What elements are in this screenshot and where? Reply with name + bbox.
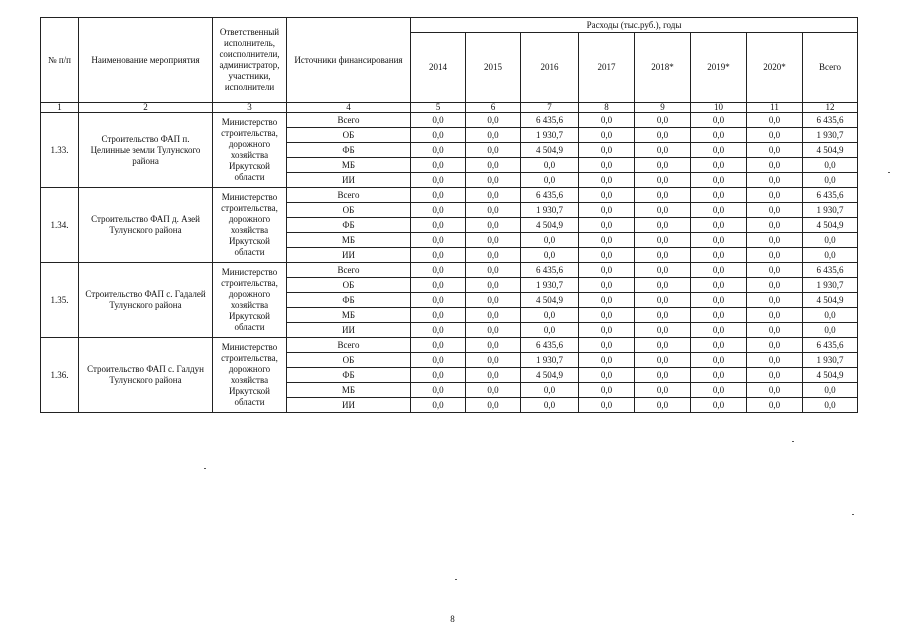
item-number: 1.33. bbox=[41, 113, 79, 188]
column-number: 8 bbox=[579, 103, 635, 113]
year-value: 0,0 bbox=[411, 338, 466, 353]
total-value: 0,0 bbox=[803, 323, 858, 338]
item-number: 1.35. bbox=[41, 263, 79, 338]
year-value: 4 504,9 bbox=[521, 293, 579, 308]
year-value: 4 504,9 bbox=[521, 143, 579, 158]
total-value: 1 930,7 bbox=[803, 353, 858, 368]
year-value: 0,0 bbox=[579, 323, 635, 338]
year-value: 0,0 bbox=[411, 188, 466, 203]
funding-source: ОБ bbox=[287, 278, 411, 293]
funding-source: МБ bbox=[287, 308, 411, 323]
item-name: Строительство ФАП с. Гадалей Тулунского района bbox=[79, 263, 213, 338]
year-value: 0,0 bbox=[635, 218, 691, 233]
year-value: 0,0 bbox=[466, 398, 521, 413]
year-value: 0,0 bbox=[411, 143, 466, 158]
column-number: 5 bbox=[411, 103, 466, 113]
year-value: 0,0 bbox=[579, 248, 635, 263]
item-responsible: Министерство строительства, дорожного хозяйства Иркутской области bbox=[213, 113, 287, 188]
year-value: 6 435,6 bbox=[521, 188, 579, 203]
column-number: 2 bbox=[79, 103, 213, 113]
year-value: 0,0 bbox=[411, 263, 466, 278]
year-value: 0,0 bbox=[691, 203, 747, 218]
year-value: 0,0 bbox=[691, 368, 747, 383]
year-value: 0,0 bbox=[411, 368, 466, 383]
year-value: 0,0 bbox=[466, 368, 521, 383]
year-value: 0,0 bbox=[747, 203, 803, 218]
year-value: 0,0 bbox=[747, 308, 803, 323]
item-number: 1.34. bbox=[41, 188, 79, 263]
year-value: 1 930,7 bbox=[521, 128, 579, 143]
year-value: 0,0 bbox=[635, 233, 691, 248]
total-value: 1 930,7 bbox=[803, 203, 858, 218]
column-number: 11 bbox=[747, 103, 803, 113]
year-value: 0,0 bbox=[579, 293, 635, 308]
funding-source: Всего bbox=[287, 188, 411, 203]
header-year: 2018* bbox=[635, 33, 691, 103]
column-number: 1 bbox=[41, 103, 79, 113]
table-row bbox=[41, 263, 858, 278]
header-year: Всего bbox=[803, 33, 858, 103]
column-number: 10 bbox=[691, 103, 747, 113]
year-value: 0,0 bbox=[635, 398, 691, 413]
year-value: 0,0 bbox=[747, 293, 803, 308]
year-value: 0,0 bbox=[691, 383, 747, 398]
year-value: 0,0 bbox=[579, 233, 635, 248]
total-value: 0,0 bbox=[803, 233, 858, 248]
year-value: 0,0 bbox=[521, 398, 579, 413]
year-value: 0,0 bbox=[635, 173, 691, 188]
year-value: 0,0 bbox=[579, 368, 635, 383]
year-value: 0,0 bbox=[635, 263, 691, 278]
year-value: 0,0 bbox=[579, 218, 635, 233]
year-value: 0,0 bbox=[747, 113, 803, 128]
header-sources: Источники финансирования bbox=[287, 18, 411, 103]
page-number: 8 bbox=[450, 614, 455, 624]
year-value: 0,0 bbox=[521, 248, 579, 263]
year-value: 0,0 bbox=[579, 203, 635, 218]
funding-source: Всего bbox=[287, 263, 411, 278]
year-value: 1 930,7 bbox=[521, 353, 579, 368]
year-value: 0,0 bbox=[411, 173, 466, 188]
year-value: 0,0 bbox=[579, 143, 635, 158]
year-value: 0,0 bbox=[691, 398, 747, 413]
funding-source: ОБ bbox=[287, 203, 411, 218]
column-number: 4 bbox=[287, 103, 411, 113]
year-value: 0,0 bbox=[579, 383, 635, 398]
year-value: 0,0 bbox=[411, 323, 466, 338]
year-value: 0,0 bbox=[747, 263, 803, 278]
year-value: 0,0 bbox=[466, 323, 521, 338]
header-year: 2017 bbox=[579, 33, 635, 103]
year-value: 0,0 bbox=[691, 218, 747, 233]
year-value: 0,0 bbox=[635, 188, 691, 203]
total-value: 6 435,6 bbox=[803, 338, 858, 353]
table-row bbox=[41, 113, 858, 128]
year-value: 0,0 bbox=[466, 308, 521, 323]
header-responsible: Ответственный исполнитель, соисполнители, администратор, участники, исполнители bbox=[213, 18, 287, 103]
year-value: 0,0 bbox=[466, 113, 521, 128]
year-value: 0,0 bbox=[411, 308, 466, 323]
total-value: 0,0 bbox=[803, 173, 858, 188]
year-value: 0,0 bbox=[521, 233, 579, 248]
header-year: 2019* bbox=[691, 33, 747, 103]
year-value: 0,0 bbox=[747, 383, 803, 398]
column-number: 9 bbox=[635, 103, 691, 113]
funding-source: Всего bbox=[287, 113, 411, 128]
total-value: 6 435,6 bbox=[803, 188, 858, 203]
year-value: 0,0 bbox=[635, 248, 691, 263]
column-number: 12 bbox=[803, 103, 858, 113]
year-value: 0,0 bbox=[411, 203, 466, 218]
year-value: 6 435,6 bbox=[521, 338, 579, 353]
year-value: 0,0 bbox=[747, 188, 803, 203]
year-value: 0,0 bbox=[466, 293, 521, 308]
funding-source: Всего bbox=[287, 338, 411, 353]
year-value: 0,0 bbox=[747, 143, 803, 158]
year-value: 0,0 bbox=[691, 188, 747, 203]
total-value: 4 504,9 bbox=[803, 368, 858, 383]
funding-source: МБ bbox=[287, 233, 411, 248]
header-name: Наименование мероприятия bbox=[79, 18, 213, 103]
year-value: 0,0 bbox=[521, 383, 579, 398]
header-expenses: Расходы (тыс.руб.), годы bbox=[411, 18, 858, 33]
year-value: 0,0 bbox=[521, 158, 579, 173]
year-value: 0,0 bbox=[635, 143, 691, 158]
year-value: 0,0 bbox=[691, 308, 747, 323]
year-value: 0,0 bbox=[691, 158, 747, 173]
scan-speck bbox=[204, 468, 206, 469]
year-value: 0,0 bbox=[635, 323, 691, 338]
year-value: 0,0 bbox=[747, 278, 803, 293]
scan-speck bbox=[792, 441, 794, 442]
year-value: 0,0 bbox=[747, 173, 803, 188]
year-value: 0,0 bbox=[521, 323, 579, 338]
funding-source: ОБ bbox=[287, 128, 411, 143]
year-value: 0,0 bbox=[411, 398, 466, 413]
year-value: 0,0 bbox=[635, 308, 691, 323]
total-value: 6 435,6 bbox=[803, 263, 858, 278]
header-year: 2016 bbox=[521, 33, 579, 103]
year-value: 0,0 bbox=[635, 203, 691, 218]
year-value: 0,0 bbox=[579, 353, 635, 368]
year-value: 0,0 bbox=[466, 248, 521, 263]
header-year: 2015 bbox=[466, 33, 521, 103]
total-value: 4 504,9 bbox=[803, 218, 858, 233]
year-value: 0,0 bbox=[691, 143, 747, 158]
year-value: 0,0 bbox=[691, 128, 747, 143]
year-value: 0,0 bbox=[747, 158, 803, 173]
total-value: 4 504,9 bbox=[803, 143, 858, 158]
year-value: 0,0 bbox=[466, 158, 521, 173]
year-value: 0,0 bbox=[747, 248, 803, 263]
funding-source: ФБ bbox=[287, 143, 411, 158]
total-value: 0,0 bbox=[803, 383, 858, 398]
year-value: 0,0 bbox=[635, 293, 691, 308]
year-value: 0,0 bbox=[747, 338, 803, 353]
year-value: 0,0 bbox=[579, 188, 635, 203]
year-value: 0,0 bbox=[466, 383, 521, 398]
column-number: 7 bbox=[521, 103, 579, 113]
year-value: 0,0 bbox=[691, 338, 747, 353]
year-value: 0,0 bbox=[466, 278, 521, 293]
year-value: 0,0 bbox=[691, 113, 747, 128]
year-value: 0,0 bbox=[691, 293, 747, 308]
year-value: 0,0 bbox=[747, 218, 803, 233]
year-value: 0,0 bbox=[747, 128, 803, 143]
year-value: 0,0 bbox=[635, 368, 691, 383]
funding-source: ФБ bbox=[287, 218, 411, 233]
item-number: 1.36. bbox=[41, 338, 79, 413]
year-value: 0,0 bbox=[466, 173, 521, 188]
year-value: 4 504,9 bbox=[521, 368, 579, 383]
funding-source: ИИ bbox=[287, 248, 411, 263]
financing-table bbox=[40, 17, 858, 413]
year-value: 0,0 bbox=[579, 338, 635, 353]
total-value: 0,0 bbox=[803, 308, 858, 323]
column-number: 3 bbox=[213, 103, 287, 113]
year-value: 0,0 bbox=[411, 353, 466, 368]
year-value: 1 930,7 bbox=[521, 278, 579, 293]
total-value: 0,0 bbox=[803, 158, 858, 173]
year-value: 0,0 bbox=[747, 233, 803, 248]
funding-source: ОБ bbox=[287, 353, 411, 368]
item-responsible: Министерство строительства, дорожного хозяйства Иркутской области bbox=[213, 263, 287, 338]
year-value: 0,0 bbox=[635, 338, 691, 353]
year-value: 0,0 bbox=[635, 128, 691, 143]
item-name: Строительство ФАП п. Целинные земли Тулунского района bbox=[79, 113, 213, 188]
funding-source: ФБ bbox=[287, 368, 411, 383]
year-value: 0,0 bbox=[691, 233, 747, 248]
year-value: 0,0 bbox=[466, 338, 521, 353]
year-value: 0,0 bbox=[579, 308, 635, 323]
scan-speck bbox=[455, 579, 457, 580]
funding-source: ИИ bbox=[287, 173, 411, 188]
year-value: 4 504,9 bbox=[521, 218, 579, 233]
item-responsible: Министерство строительства, дорожного хозяйства Иркутской области bbox=[213, 188, 287, 263]
total-value: 1 930,7 bbox=[803, 128, 858, 143]
header-year: 2020* bbox=[747, 33, 803, 103]
table-row bbox=[41, 188, 858, 203]
year-value: 0,0 bbox=[747, 323, 803, 338]
year-value: 0,0 bbox=[411, 293, 466, 308]
funding-source: ИИ bbox=[287, 398, 411, 413]
year-value: 0,0 bbox=[691, 278, 747, 293]
scan-speck bbox=[888, 172, 890, 173]
year-value: 0,0 bbox=[635, 278, 691, 293]
total-value: 4 504,9 bbox=[803, 293, 858, 308]
year-value: 6 435,6 bbox=[521, 113, 579, 128]
total-value: 0,0 bbox=[803, 398, 858, 413]
year-value: 0,0 bbox=[579, 278, 635, 293]
total-value: 1 930,7 bbox=[803, 278, 858, 293]
year-value: 0,0 bbox=[747, 353, 803, 368]
year-value: 0,0 bbox=[635, 113, 691, 128]
header-year: 2014 bbox=[411, 33, 466, 103]
year-value: 0,0 bbox=[411, 278, 466, 293]
year-value: 0,0 bbox=[521, 308, 579, 323]
year-value: 0,0 bbox=[521, 173, 579, 188]
year-value: 0,0 bbox=[691, 263, 747, 278]
year-value: 0,0 bbox=[635, 383, 691, 398]
year-value: 0,0 bbox=[579, 398, 635, 413]
year-value: 0,0 bbox=[466, 143, 521, 158]
total-value: 6 435,6 bbox=[803, 113, 858, 128]
table-row bbox=[41, 338, 858, 353]
year-value: 0,0 bbox=[411, 248, 466, 263]
year-value: 1 930,7 bbox=[521, 203, 579, 218]
year-value: 0,0 bbox=[747, 398, 803, 413]
year-value: 0,0 bbox=[579, 113, 635, 128]
year-value: 0,0 bbox=[579, 173, 635, 188]
year-value: 0,0 bbox=[466, 233, 521, 248]
year-value: 0,0 bbox=[466, 203, 521, 218]
year-value: 0,0 bbox=[411, 383, 466, 398]
item-name: Строительство ФАП с. Галдун Тулунского района bbox=[79, 338, 213, 413]
scan-speck bbox=[852, 514, 854, 515]
funding-source: ФБ bbox=[287, 293, 411, 308]
funding-source: ИИ bbox=[287, 323, 411, 338]
year-value: 0,0 bbox=[691, 173, 747, 188]
year-value: 0,0 bbox=[411, 158, 466, 173]
year-value: 0,0 bbox=[579, 158, 635, 173]
year-value: 6 435,6 bbox=[521, 263, 579, 278]
year-value: 0,0 bbox=[411, 128, 466, 143]
year-value: 0,0 bbox=[466, 218, 521, 233]
year-value: 0,0 bbox=[635, 158, 691, 173]
funding-source: МБ bbox=[287, 383, 411, 398]
year-value: 0,0 bbox=[411, 113, 466, 128]
year-value: 0,0 bbox=[691, 248, 747, 263]
column-number: 6 bbox=[466, 103, 521, 113]
total-value: 0,0 bbox=[803, 248, 858, 263]
item-responsible: Министерство строительства, дорожного хозяйства Иркутской области bbox=[213, 338, 287, 413]
year-value: 0,0 bbox=[466, 128, 521, 143]
header-no: № п/п bbox=[41, 18, 79, 103]
funding-source: МБ bbox=[287, 158, 411, 173]
year-value: 0,0 bbox=[466, 263, 521, 278]
year-value: 0,0 bbox=[635, 353, 691, 368]
year-value: 0,0 bbox=[691, 353, 747, 368]
year-value: 0,0 bbox=[691, 323, 747, 338]
item-name: Строительство ФАП д. Азей Тулунского района bbox=[79, 188, 213, 263]
year-value: 0,0 bbox=[579, 128, 635, 143]
year-value: 0,0 bbox=[579, 263, 635, 278]
year-value: 0,0 bbox=[466, 188, 521, 203]
year-value: 0,0 bbox=[411, 233, 466, 248]
year-value: 0,0 bbox=[747, 368, 803, 383]
year-value: 0,0 bbox=[466, 353, 521, 368]
year-value: 0,0 bbox=[411, 218, 466, 233]
